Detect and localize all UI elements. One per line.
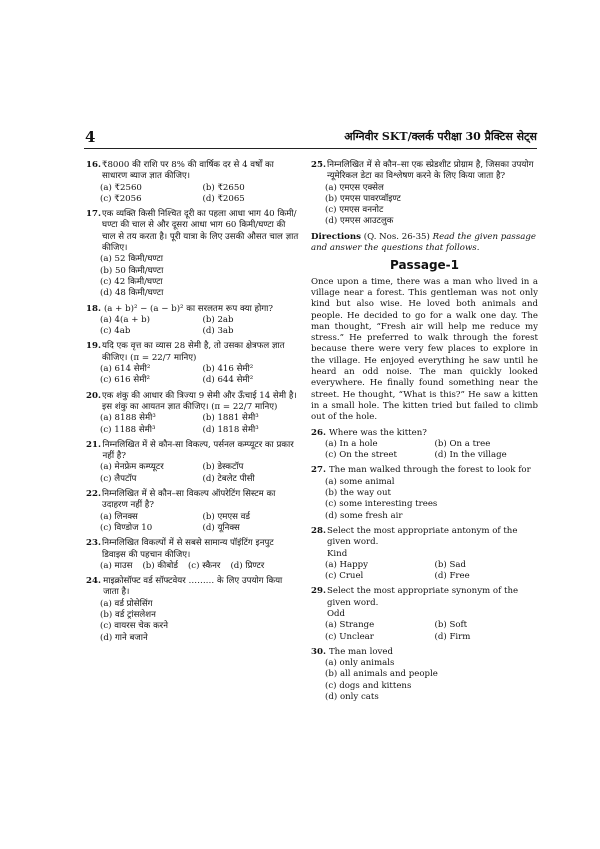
question-text: The man loved xyxy=(328,646,393,657)
question-text: माइक्रोसॉफ्ट वर्ड सॉफ्टवेयर ……… के लिए उपयोग किया जाता है। xyxy=(103,576,283,598)
option: (c) dogs and kittens xyxy=(325,680,412,691)
option: (c) विण्डोज 10 xyxy=(100,522,153,533)
option: (d) some fresh air xyxy=(325,510,403,521)
option: (c) स्कैनर xyxy=(187,560,221,571)
question-number: 19. xyxy=(86,341,101,352)
question-number: 17. xyxy=(86,209,101,220)
question-text: निम्नलिखित विकल्पों में से सबसे सामान्य पॉइंटिंग इनपुट डिवाइस की पहचान कीजिए। xyxy=(102,538,274,560)
option: (a) some animal xyxy=(325,476,395,487)
question-28 xyxy=(311,526,538,582)
option: (b) 50 किमी/घण्टा xyxy=(100,265,164,276)
question-30 xyxy=(311,647,538,703)
given-word: Kind xyxy=(327,548,348,559)
option: (c) एमएस वननोट xyxy=(325,205,384,216)
option: (a) वर्ड प्रोसेसिंग xyxy=(100,598,153,609)
question-number: 30. xyxy=(311,646,326,657)
passage-text: Once upon a time, there was a man who lived in a village near a forest. This gentleman was not only kind but also wise. He loved both animals and people. He decided to go for a walk one day. The man thought, “Fresh air will help me reduce my stress.” He preferred to walk through the forest because there were very few places to explore in the village. He enjoyed everything he saw until he heard an odd noise. The man quickly looked everywhere. He finally found something near the street. He thought, “What is this?” He saw a kitten in a small hole. The kitten tried but failed to climb out of the hole. xyxy=(311,276,538,423)
option: (a) मेनफ्रेम कम्प्यूटर xyxy=(100,462,164,473)
option: (b) 2ab xyxy=(202,314,234,325)
option: (a) 52 किमी/घण्टा xyxy=(100,254,163,265)
option: (c) 616 सेमी² xyxy=(100,375,151,386)
question-text: यदि एक वृत्त का व्यास 28 सेमी है, तो उसका क्षेत्रफल ज्ञात कीजिए। (π = 22/7 मानिए) xyxy=(102,341,285,363)
question-text: The man walked through the forest to look for xyxy=(328,465,531,476)
question-22 xyxy=(86,489,299,534)
question-25 xyxy=(311,160,538,228)
option: (c) 1188 सेमी³ xyxy=(100,424,156,435)
option: (b) 1881 सेमी³ xyxy=(202,413,259,424)
option: (d) 1818 सेमी³ xyxy=(202,424,259,435)
directions-label: Directions xyxy=(311,231,361,242)
question-text: Select the most appropriate synonym of the given word. xyxy=(327,586,519,608)
question-17 xyxy=(86,209,299,299)
option: (b) Sad xyxy=(434,559,466,570)
option: (c) ₹2056 xyxy=(100,193,142,204)
option: (d) प्रिण्टर xyxy=(230,560,265,571)
option: (a) एमएस एक्सेल xyxy=(325,182,384,193)
option: (c) वायरस चेक करने xyxy=(100,621,168,632)
question-text: निम्नलिखित में से कौन-सा विकल्प, पर्सनल कम्प्यूटर का प्रकार नहीं है? xyxy=(102,439,294,462)
option: (d) only cats xyxy=(325,692,379,703)
option: (a) ₹2560 xyxy=(100,182,142,193)
question-number: 22. xyxy=(86,489,101,500)
option: (b) वर्ड ट्रांसलेशन xyxy=(100,609,156,620)
option: (c) some interesting trees xyxy=(325,499,438,510)
option: (b) कीबोर्ड xyxy=(142,560,178,571)
option: (a) लिनक्स xyxy=(100,511,138,522)
option: (a) 4(a + b) xyxy=(100,314,151,325)
question-text: निम्नलिखित में से कौन–सा एक स्प्रेडशीट प्रोग्राम है, जिसका उपयोग न्यूमेरिकल डेटा का विश्लेषण करने के लिए किया जाता है? xyxy=(327,160,534,182)
option: (c) Cruel xyxy=(325,571,364,582)
option: (d) Free xyxy=(434,571,470,582)
option: (c) On the street xyxy=(325,450,397,461)
option: (d) In the village xyxy=(434,450,507,461)
right-column xyxy=(311,160,538,707)
option: (d) 644 सेमी² xyxy=(202,375,254,386)
left-column xyxy=(86,160,299,648)
option: (b) एमएस पावरप्वॉइण्ट xyxy=(325,193,401,204)
question-21 xyxy=(86,440,299,485)
option: (b) एमएस वर्ड xyxy=(202,511,250,522)
option: (a) माउस xyxy=(100,560,133,571)
directions xyxy=(311,232,538,255)
option: (a) only animals xyxy=(325,658,395,669)
directions-text: Read the given passage and answer the questions that follows. xyxy=(311,231,536,254)
page-number: 4 xyxy=(85,128,96,146)
option: (b) On a tree xyxy=(434,438,491,449)
question-number: 27. xyxy=(311,465,326,476)
question-18 xyxy=(86,304,299,338)
option: (d) ₹2065 xyxy=(202,193,245,204)
passage-title: Passage-1 xyxy=(389,258,459,273)
option: (d) यूनिक्स xyxy=(202,522,240,533)
question-16 xyxy=(86,160,299,205)
question-text: (a + b)² − (a − b)² का सरलतम रूप क्या होगा? xyxy=(103,303,273,314)
option: (d) टेबलेट पीसी xyxy=(202,473,255,484)
option: (b) डेस्कटॉप xyxy=(202,462,244,473)
question-23 xyxy=(86,538,299,572)
question-number: 20. xyxy=(86,390,101,401)
option: (c) Unclear xyxy=(325,631,374,642)
option: (c) 42 किमी/घण्टा xyxy=(100,276,163,287)
question-text: एक शंकु की आधार की त्रिज्या 9 सेमी और ऊँचाई 14 सेमी है। इस शंकु का आयतन ज्ञात कीजिए। (π = 22/7 मानिए) xyxy=(102,390,297,412)
option: (b) the way out xyxy=(325,488,391,499)
option: (b) Soft xyxy=(434,620,468,631)
question-24 xyxy=(86,576,299,644)
option: (d) 3ab xyxy=(202,326,234,337)
question-26 xyxy=(311,428,538,462)
question-27 xyxy=(311,465,538,521)
option: (b) 416 सेमी² xyxy=(202,364,254,375)
question-text: ₹8000 की राशि पर 8% की वार्षिक दर से 4 वर्षों का साधारण ब्याज ज्ञात कीजिए। xyxy=(102,160,274,182)
question-number: 28. xyxy=(311,525,326,536)
question-number: 18. xyxy=(86,303,101,314)
option: (b) all animals and people xyxy=(325,669,438,680)
option: (d) Firm xyxy=(434,631,471,642)
question-number: 21. xyxy=(86,439,101,450)
question-number: 29. xyxy=(311,586,326,597)
option: (d) 48 किमी/घण्टा xyxy=(100,288,164,299)
option: (b) ₹2650 xyxy=(202,182,245,193)
option: (c) 4ab xyxy=(100,326,131,337)
option: (c) लैपटॉप xyxy=(100,473,137,484)
question-text: निम्नलिखित में से कौन–सा विकल्प ऑपरेटिंग सिस्टम का उदाहरण नहीं है? xyxy=(102,489,276,511)
question-text: एक व्यक्ति किसी निश्चित दूरी का पहला आधा भाग 40 किमी/घण्टा की चाल से और दूसरा आधा भाग 60 किमी/घण्टा की चाल से तय करता है। पूरी यात्रा के लिए उसकी औसत चाल ज्ञात कीजिए। xyxy=(102,209,299,254)
question-29 xyxy=(311,586,538,642)
question-number: 23. xyxy=(86,538,101,549)
running-title: अग्निवीर SKT/क्लर्क परीक्षा 30 प्रैक्टिस सेट्स xyxy=(344,130,537,143)
given-word: Odd xyxy=(327,608,346,619)
option: (a) Strange xyxy=(325,620,375,631)
option: (a) Happy xyxy=(325,559,369,570)
question-text: Select the most appropriate antonym of the given word. xyxy=(327,525,518,548)
option: (d) एमएस आउटलुक xyxy=(325,216,394,227)
question-20 xyxy=(86,391,299,436)
question-19 xyxy=(86,341,299,386)
passage-questions xyxy=(311,428,538,704)
option: (d) गाने बजाने xyxy=(100,632,148,643)
question-number: 25. xyxy=(311,160,326,170)
question-number: 24. xyxy=(86,576,101,587)
header-rule xyxy=(84,148,537,149)
question-text: Where was the kitten? xyxy=(328,427,427,438)
option: (a) 614 सेमी² xyxy=(100,364,151,375)
option: (a) In a hole xyxy=(325,438,378,449)
question-number: 16. xyxy=(86,160,101,170)
directions-range: (Q. Nos. 26-35) xyxy=(363,231,430,242)
question-number: 26. xyxy=(311,427,326,438)
option: (a) 8188 सेमी³ xyxy=(100,413,156,424)
